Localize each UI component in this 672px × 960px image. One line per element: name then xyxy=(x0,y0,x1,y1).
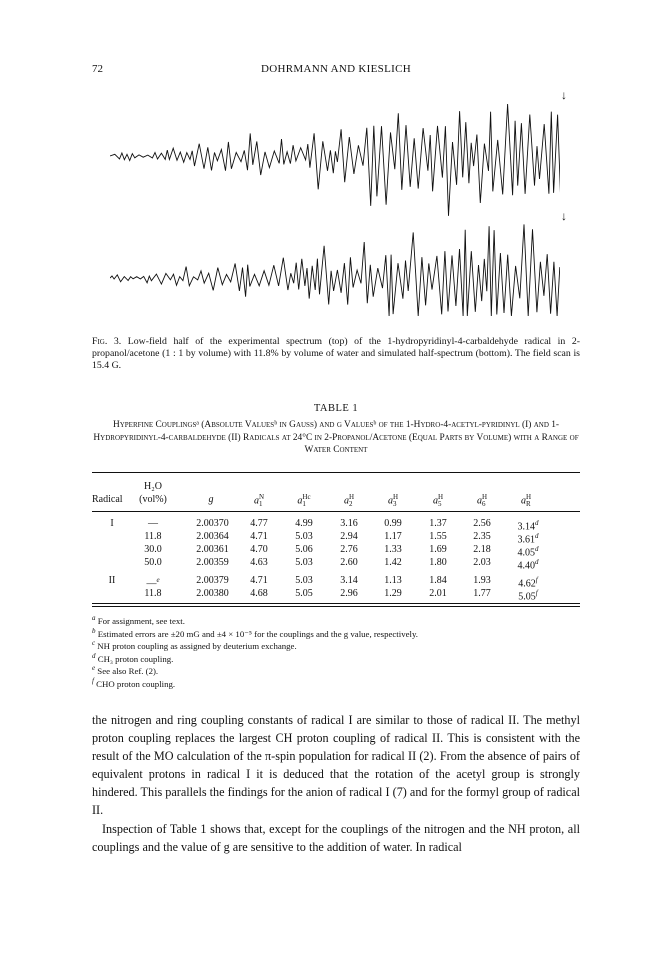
paragraph-1: the nitrogen and ring coupling constants of radical I are similar to those of radical II. The methyl proton coupling replaces the largest CH proton coupling of radical II. This is consistent with the result of the MO calculation of the π-spin population for radical II (2). From the absence of pairs of equivalent protons in radical I it is deduced that the rotation of the acetyl group is strongly hindered. This parallels the findings for the anion of radical I (7) and for the formyl group of radical II. xyxy=(92,713,580,818)
table-cell-aH2: 2.76 xyxy=(340,544,358,555)
footnote: $^a$ For assignment, see text. xyxy=(92,614,185,626)
table-cell-radical: II xyxy=(108,575,116,586)
table-cell-aN1: 4.71 xyxy=(250,575,268,586)
col-header-aN1: a N 1 xyxy=(253,493,265,508)
table-cell-aN1: 4.70 xyxy=(250,544,268,555)
table-top-rule xyxy=(92,472,580,473)
caption-text: Low-field half of the experimental spectrum (top) of the 1-hydropyridinyl-4-carbaldehyde radical in 2-propanol/acetone (1 : 1 by volume) with 11.8% by volume of water and simulated half-spectrum (bottom). The field scan is 15.4 G. xyxy=(92,336,581,372)
table-cell-aH3: 1.17 xyxy=(384,531,402,542)
col-header-aH3: a H 3 xyxy=(387,493,399,508)
table-cell-water: —$^e$ xyxy=(146,576,160,590)
field-marker-top: ↓ xyxy=(561,88,567,102)
table-cell-aH5: 1.84 xyxy=(429,575,447,586)
table-cell-aH2: 2.60 xyxy=(340,557,358,568)
table-cell-water: 11.8 xyxy=(144,531,162,542)
simulated-spectrum xyxy=(110,200,560,316)
table-cell-g: 2.00361 xyxy=(196,544,229,555)
table-cell-g: 2.00379 xyxy=(196,575,229,586)
table-cell-aN1: 4.68 xyxy=(250,588,268,599)
table-cell-aH1: 5.03 xyxy=(295,557,313,568)
table-cell-aH3: 1.29 xyxy=(384,588,402,599)
table-bottom-rule xyxy=(92,603,580,604)
table-cell-aH6: 2.35 xyxy=(473,531,491,542)
table-cell-g: 2.00370 xyxy=(196,518,229,529)
table-cell-aH3: 0.99 xyxy=(384,518,402,529)
table-cell-aH1: 5.03 xyxy=(295,531,313,542)
caption-label: Fig. 3. xyxy=(92,336,122,347)
table-cell-water: 30.0 xyxy=(144,544,162,555)
col-header-aH1: a Hc 1 xyxy=(297,493,311,508)
simulated-trace xyxy=(110,224,560,316)
col-header-g: g xyxy=(208,494,214,505)
col-header-water: H₂O xyxy=(144,481,162,492)
table-cell-aH3: 1.13 xyxy=(384,575,402,586)
table-cell-aH2: 3.14 xyxy=(340,575,358,586)
table-cell-g: 2.00359 xyxy=(196,557,229,568)
table-title: Hyperfine Couplingsᵃ (Absolute Valuesᵇ in Gauss) and g Valuesᵇ of the 1-Hydro-4-acetyl-pyridinyl (I) and 1-Hydropyridinyl-4-carbaldehyde (II) Radicals at 24°C in 2-Propanol/Acetone (Equal Parts by Volume) with a Range of Water Content xyxy=(93,420,579,456)
table-cell-aH1: 5.03 xyxy=(295,575,313,586)
table-cell-aH6: 2.03 xyxy=(473,557,491,568)
table-cell-aN1: 4.77 xyxy=(250,518,268,529)
table-cell-aHR: 4.62$^f$ xyxy=(518,576,538,590)
col-header-aHR: a H R xyxy=(520,493,532,508)
figure-caption xyxy=(92,336,580,373)
table-cell-aH6: 2.18 xyxy=(473,544,491,555)
table-cell-water: — xyxy=(148,518,158,529)
footnote: $^e$ See also Ref. (2). xyxy=(92,664,159,677)
col-header-water-unit: (vol%) xyxy=(139,494,167,505)
table-cell-aH3: 1.33 xyxy=(384,544,402,555)
table-cell-aH5: 1.69 xyxy=(429,544,447,555)
table-cell-water: 11.8 xyxy=(144,588,162,599)
table-cell-aH2: 3.16 xyxy=(340,518,358,529)
table-cell-aH5: 1.37 xyxy=(429,518,447,529)
table-cell-g: 2.00380 xyxy=(196,588,229,599)
col-header-radical: Radical xyxy=(92,494,123,505)
table-cell-aHR: 4.40$^d$ xyxy=(517,558,539,572)
table-cell-aH3: 1.42 xyxy=(384,557,402,568)
col-header-aH5: a H 5 xyxy=(432,493,444,508)
running-head: DOHRMANN AND KIESLICH xyxy=(261,63,411,75)
table-cell-aHR: 4.05$^d$ xyxy=(517,545,539,559)
table-cell-aH5: 2.01 xyxy=(429,588,447,599)
table-cell-water: 50.0 xyxy=(144,557,162,568)
table-cell-aHR: 3.61$^d$ xyxy=(517,532,539,546)
table-number: TABLE 1 xyxy=(313,403,359,414)
table-cell-aH6: 1.93 xyxy=(473,575,491,586)
field-marker-bottom: ↓ xyxy=(561,209,567,223)
table-cell-aH2: 2.96 xyxy=(340,588,358,599)
table-cell-aH2: 2.94 xyxy=(340,531,358,542)
table-cell-aH1: 5.06 xyxy=(295,544,313,555)
paragraph-2: Inspection of Table 1 shows that, except for the couplings of the nitrogen and the NH proton, all couplings and the value of g are sensitive to the addition of water. In radical xyxy=(92,821,580,854)
table-cell-g: 2.00364 xyxy=(196,531,229,542)
table-header-rule xyxy=(92,511,580,512)
table-cell-aN1: 4.71 xyxy=(250,531,268,542)
body-text xyxy=(92,711,580,856)
page-number: 72 xyxy=(92,63,103,75)
table-cell-aH5: 1.80 xyxy=(429,557,447,568)
footnote: $^f$ CHO proton coupling. xyxy=(92,677,176,689)
table-cell-radical: I xyxy=(110,518,114,529)
table-cell-aH6: 2.56 xyxy=(473,518,491,529)
table-cell-aH6: 1.77 xyxy=(473,588,491,599)
footnote: $^b$ Estimated errors are ±20 mG and ±4 × 10⁻⁵ for the couplings and the g value, respectively. xyxy=(92,626,418,639)
footnote: $^c$ NH proton coupling as assigned by deuterium exchange. xyxy=(92,639,297,652)
table-cell-aH1: 4.99 xyxy=(295,518,313,529)
table-cell-aHR: 3.14$^d$ xyxy=(517,519,539,533)
col-header-aH2: a H 2 xyxy=(343,493,355,508)
footnote: $^d$ CH₃ proton coupling. xyxy=(92,651,174,664)
col-header-aH6: a H 6 xyxy=(476,493,488,508)
table-cell-aN1: 4.63 xyxy=(250,557,268,568)
table-cell-aH1: 5.05 xyxy=(295,588,313,599)
footnote-rule xyxy=(92,606,580,607)
table-cell-aHR: 5.05$^f$ xyxy=(518,589,538,603)
table-cell-aH5: 1.55 xyxy=(429,531,447,542)
